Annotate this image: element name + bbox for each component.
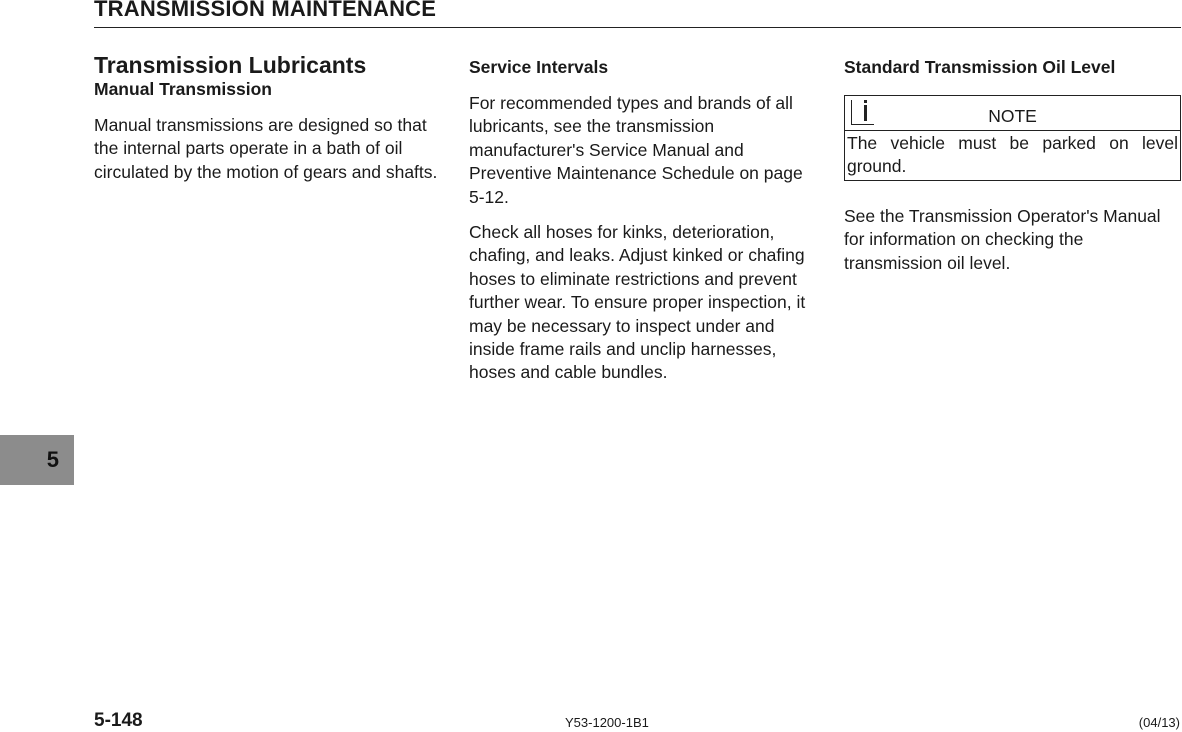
section-subheading: Manual Transmission bbox=[94, 79, 272, 99]
column-oil-level bbox=[844, 52, 1181, 275]
body-paragraph: Manual transmissions are designed so that the internal parts operate in a bath of oil circulated by the motion of gears and shafts. bbox=[94, 115, 438, 182]
header-rule bbox=[94, 27, 1181, 28]
revision-date: (04/13) bbox=[1138, 715, 1180, 730]
body-paragraph: See the Transmission Operator's Manual for information on checking the transmission oil level. bbox=[844, 206, 1161, 273]
section-heading: Service Intervals bbox=[469, 57, 609, 77]
page-number: 5-148 bbox=[94, 710, 143, 731]
note-text: The vehicle must be parked on level ground. bbox=[845, 130, 1180, 180]
note-label: NOTE bbox=[988, 106, 1037, 126]
column-service-intervals bbox=[469, 52, 814, 385]
body-paragraph: Check all hoses for kinks, deterioration, chafing, and leaks. Adjust kinked or chafing hoses to eliminate restrictions and prevent further wear. To ensure proper inspection, it may be necessary to inspect under and inside frame rails and unclip harnesses, hoses and cable bundles. bbox=[469, 222, 806, 383]
note-header bbox=[845, 96, 1180, 130]
note-box bbox=[844, 95, 1181, 181]
page-title: TRANSMISSION MAINTENANCE bbox=[94, 0, 437, 21]
section-heading: Transmission Lubricants bbox=[94, 52, 367, 78]
column-lubricants bbox=[94, 52, 439, 184]
section-heading: Standard Transmission Oil Level bbox=[844, 57, 1116, 77]
chapter-tab: 5 bbox=[0, 435, 74, 485]
body-paragraph: For recommended types and brands of all lubricants, see the transmission manufacturer's Service Manual and Preventive Maintenance Schedule on page 5-12. bbox=[469, 93, 803, 207]
document-number: Y53-1200-1B1 bbox=[565, 715, 649, 730]
